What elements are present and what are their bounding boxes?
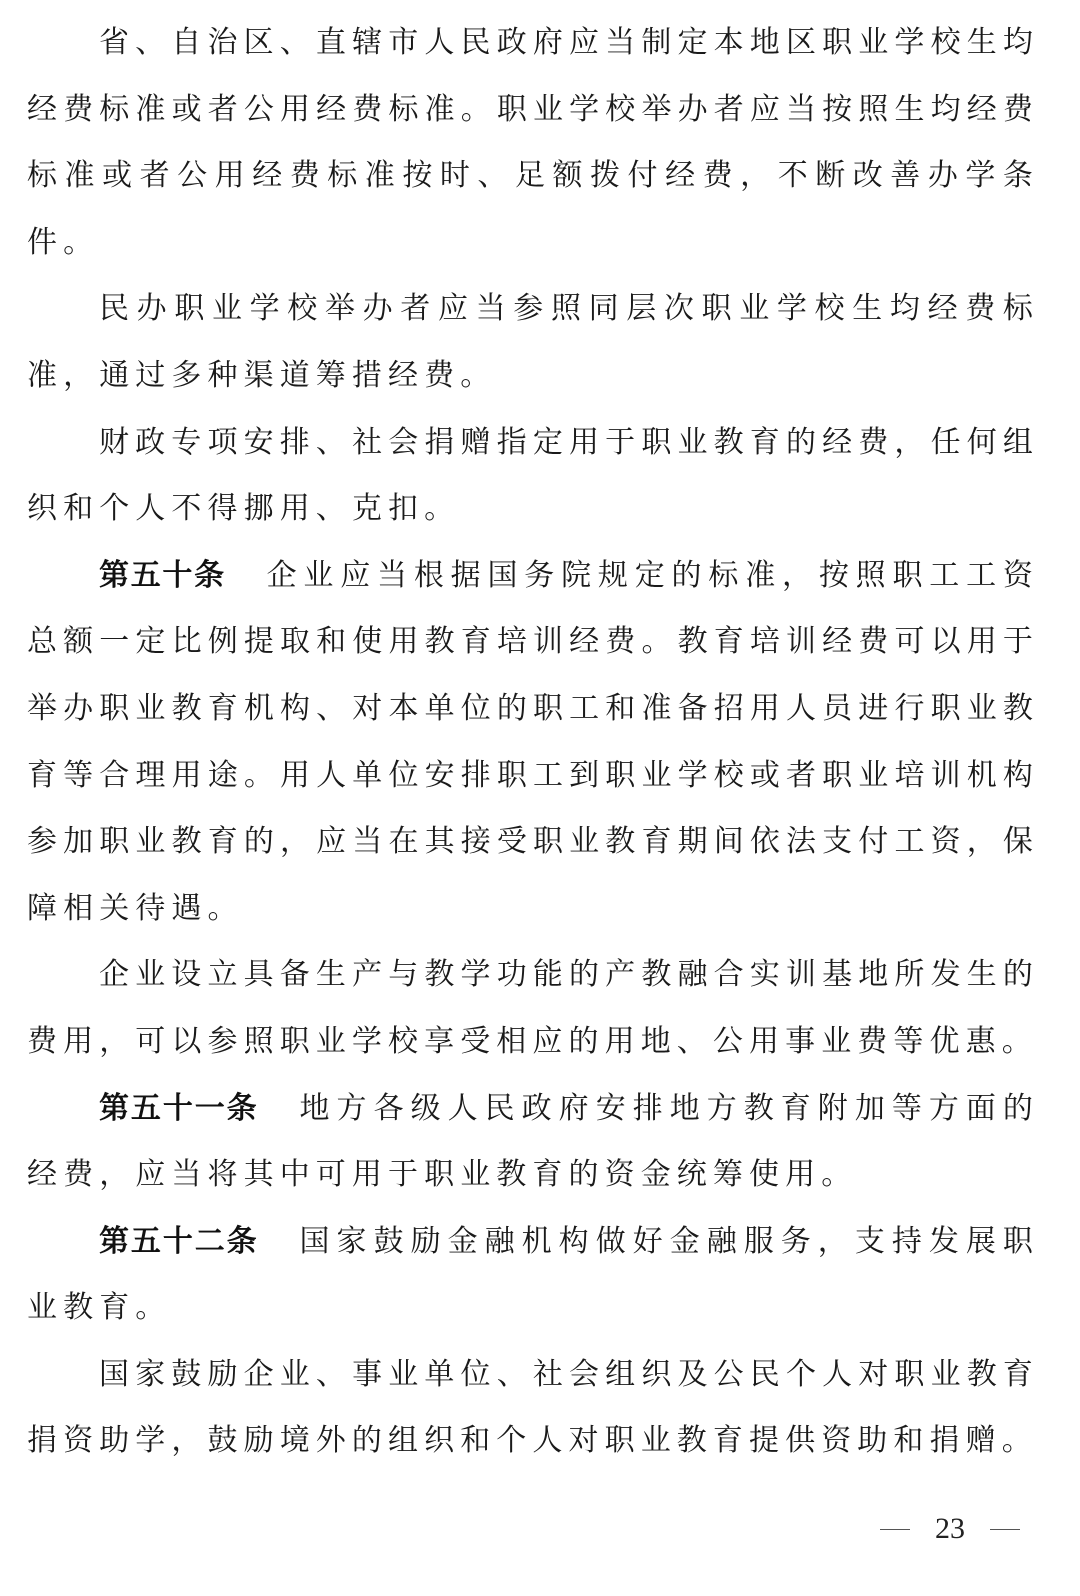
paragraph-text: 企业应当根据国务院规定的标准，按照职工工资总额一定比例提取和使用教育培训经费。教育培训经费可以用于举办职业教育机构、对本单位的职工和准备招用人员进行职业教育等合理用途。用人单位安排职工到职业学校或者职业培训机构参加职业教育的，应当在其接受职业教育期间依法支付工资，保障相关待遇。 [27,557,1040,926]
paragraph-text: 财政专项安排、社会捐赠指定用于职业教育的经费，任何组织和个人不得挪用、克扣。 [27,424,1039,527]
article-51 [27,1076,1039,1209]
article-heading: 第五十一条 [99,1090,259,1126]
article-heading: 第五十二条 [99,1223,259,1259]
article-heading: 第五十条 [99,557,226,593]
paragraph-text: 民办职业学校举办者应当参照同层次职业学校生均经费标准，通过多种渠道筹措经费。 [27,291,1039,393]
paragraph-text: 企业设立具备生产与教学功能的产教融合实训基地所发生的费用，可以参照职业学校享受相应的用地、公用事业费等优惠。 [27,957,1039,1059]
paragraph-text: 省、自治区、直辖市人民政府应当制定本地区职业学校生均经费标准或者公用经费标准。职业学校举办者应当按照生均经费标准或者公用经费标准按时、足额拨付经费，不断改善办学条件。 [27,25,1039,260]
page-number-value: 23 [935,1512,965,1545]
paragraph-funding-standards [27,10,1039,276]
dash-right [990,1529,1020,1530]
paragraph-text: 地方各级人民政府安排地方教育附加等方面的经费，应当将其中可用于职业教育的资金统筹使用。 [27,1090,1040,1193]
document-page [27,10,1039,1475]
dash-left [880,1529,910,1530]
paragraph-text: 国家鼓励金融机构做好金融服务，支持发展职业教育。 [27,1223,1040,1326]
paragraph-special-funds [27,410,1039,543]
paragraph-private-schools [27,276,1039,409]
paragraph-donations [27,1342,1039,1475]
article-52 [27,1209,1039,1342]
page-number [880,1512,1020,1546]
paragraph-text: 国家鼓励企业、事业单位、社会组织及公民个人对职业教育捐资助学，鼓励境外的组织和个人对职业教育提供资助和捐赠。 [27,1356,1039,1459]
article-50 [27,543,1039,943]
paragraph-enterprise-training-base [27,942,1039,1075]
